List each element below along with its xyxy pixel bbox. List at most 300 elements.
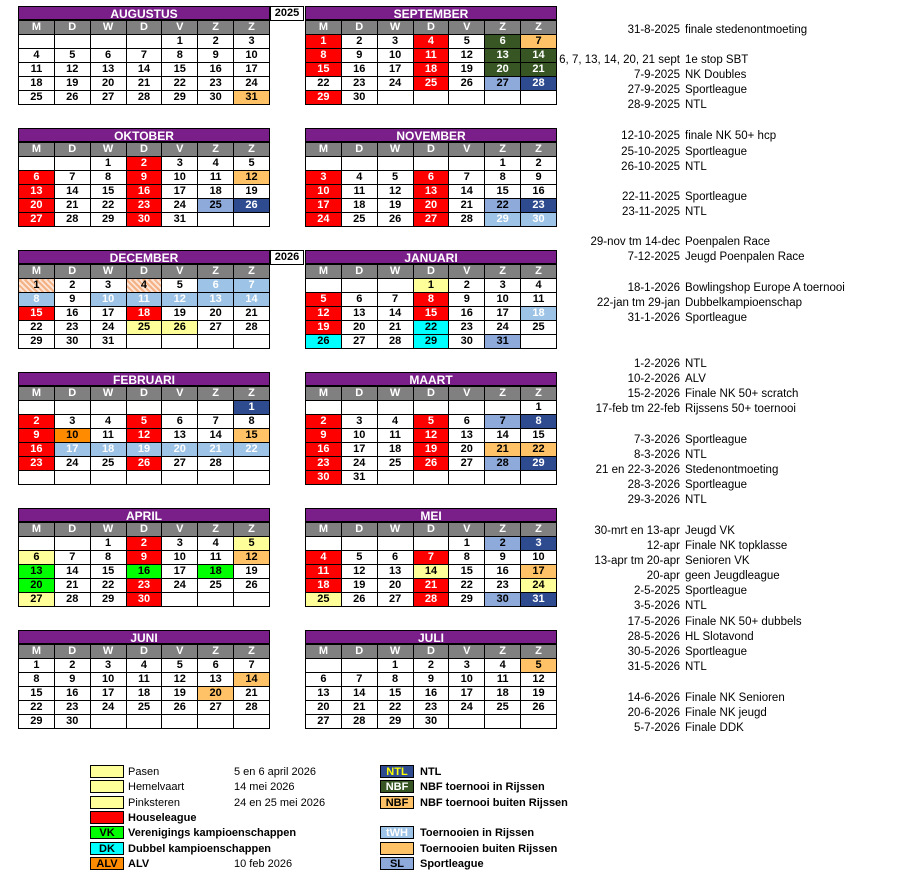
weekday-header: M	[19, 21, 55, 35]
day-cell: 26	[162, 701, 198, 715]
day-cell: 13	[19, 185, 55, 199]
event-date: 22-11-2025	[622, 191, 680, 203]
week-row	[19, 279, 270, 293]
weekday-header: D	[126, 523, 162, 537]
day-cell: 1	[485, 157, 521, 171]
weekday-header: V	[449, 645, 485, 659]
weekday-header: V	[449, 387, 485, 401]
day-cell: 2	[341, 35, 377, 49]
day-cell: 31	[90, 335, 126, 349]
day-cell: 6	[485, 35, 521, 49]
day-cell: 2	[449, 279, 485, 293]
weekday-header: M	[19, 523, 55, 537]
day-cell: 23	[54, 701, 90, 715]
event-title: Finale NK 50+ scratch	[685, 388, 799, 400]
day-cell: 15	[449, 565, 485, 579]
weekday-header: D	[54, 21, 90, 35]
empty-cell	[485, 401, 521, 415]
day-cell: 21	[377, 321, 413, 335]
empty-cell	[234, 213, 270, 227]
day-cell: 8	[485, 171, 521, 185]
empty-cell	[306, 279, 342, 293]
day-cell: 9	[198, 49, 234, 63]
week-row	[306, 551, 557, 565]
day-cell: 2	[521, 157, 557, 171]
week-row	[19, 63, 270, 77]
month-grid	[18, 644, 270, 729]
day-cell: 5	[54, 49, 90, 63]
day-cell: 18	[306, 579, 342, 593]
day-cell: 14	[126, 63, 162, 77]
day-cell: 19	[126, 443, 162, 457]
day-cell: 24	[234, 77, 270, 91]
legend-label: Houseleague	[128, 811, 197, 824]
day-cell: 25	[521, 321, 557, 335]
empty-cell	[377, 279, 413, 293]
day-cell: 14	[485, 429, 521, 443]
legend-label: Toernooien buiten Rijssen	[420, 842, 558, 855]
event-title: NK Doubles	[685, 69, 747, 81]
empty-cell	[162, 401, 198, 415]
day-cell: 3	[162, 157, 198, 171]
day-cell: 11	[126, 293, 162, 307]
day-cell: 13	[341, 307, 377, 321]
day-cell: 12	[54, 63, 90, 77]
weekday-header: Z	[234, 523, 270, 537]
day-cell: 22	[162, 77, 198, 91]
day-cell: 9	[521, 171, 557, 185]
day-cell: 6	[90, 49, 126, 63]
weekday-header: Z	[198, 523, 234, 537]
day-cell: 26	[377, 213, 413, 227]
day-cell: 17	[521, 565, 557, 579]
day-cell: 2	[198, 35, 234, 49]
weekday-header: Z	[521, 523, 557, 537]
empty-cell	[377, 537, 413, 551]
day-cell: 16	[485, 565, 521, 579]
day-cell: 29	[90, 593, 126, 607]
event-title: 1e stop SBT	[685, 54, 749, 66]
day-cell: 5	[306, 293, 342, 307]
day-cell: 22	[90, 199, 126, 213]
day-cell: 28	[449, 213, 485, 227]
weekday-header: Z	[485, 387, 521, 401]
day-cell: 18	[377, 443, 413, 457]
day-cell: 24	[521, 579, 557, 593]
empty-cell	[162, 715, 198, 729]
empty-cell	[306, 157, 342, 171]
day-cell: 19	[54, 77, 90, 91]
day-cell: 10	[90, 673, 126, 687]
day-cell: 4	[126, 279, 162, 293]
weekday-header: W	[90, 645, 126, 659]
event-date: 29-3-2026	[627, 494, 680, 506]
day-cell: 12	[306, 307, 342, 321]
day-cell: 1	[306, 35, 342, 49]
empty-cell	[306, 537, 342, 551]
day-cell: 23	[449, 321, 485, 335]
event-date: 30-5-2026	[627, 646, 680, 658]
month-title: SEPTEMBER	[305, 6, 557, 20]
empty-cell	[19, 157, 55, 171]
day-cell: 20	[306, 701, 342, 715]
month-grid	[305, 20, 557, 105]
empty-cell	[377, 471, 413, 485]
empty-cell	[126, 471, 162, 485]
empty-cell	[162, 593, 198, 607]
day-cell: 25	[126, 321, 162, 335]
weekday-header: W	[90, 523, 126, 537]
week-row	[306, 307, 557, 321]
day-cell: 29	[413, 335, 449, 349]
legend-label: Pinksteren	[128, 796, 180, 809]
week-row	[19, 579, 270, 593]
day-cell: 9	[341, 49, 377, 63]
day-cell: 14	[341, 687, 377, 701]
weekday-header: Z	[198, 21, 234, 35]
weekday-header: Z	[521, 387, 557, 401]
day-cell: 14	[54, 185, 90, 199]
day-cell: 31	[341, 471, 377, 485]
event-title: Finale DDK	[685, 722, 744, 734]
day-cell: 5	[377, 171, 413, 185]
day-cell: 9	[19, 429, 55, 443]
week-row	[19, 157, 270, 171]
day-cell: 6	[198, 659, 234, 673]
week-row	[19, 715, 270, 729]
day-cell: 7	[234, 279, 270, 293]
day-cell: 2	[54, 279, 90, 293]
day-cell: 27	[198, 701, 234, 715]
weekday-header: W	[377, 143, 413, 157]
day-cell: 2	[485, 537, 521, 551]
weekday-header: W	[377, 265, 413, 279]
day-cell: 17	[162, 565, 198, 579]
day-cell: 6	[19, 551, 55, 565]
week-row	[19, 199, 270, 213]
day-cell: 11	[306, 565, 342, 579]
day-cell: 19	[162, 687, 198, 701]
week-row	[306, 279, 557, 293]
day-cell: 25	[90, 457, 126, 471]
event-date: 3-5-2026	[633, 600, 680, 612]
day-cell: 26	[306, 335, 342, 349]
day-cell: 26	[54, 91, 90, 105]
weekday-header: M	[306, 387, 342, 401]
year-label-2025: 2025	[270, 6, 304, 21]
weekday-header: Z	[198, 265, 234, 279]
day-cell: 4	[413, 35, 449, 49]
day-cell: 15	[19, 687, 55, 701]
day-cell: 6	[449, 415, 485, 429]
day-cell: 24	[449, 701, 485, 715]
weekday-header: D	[341, 21, 377, 35]
weekday-header: M	[19, 387, 55, 401]
day-cell: 10	[54, 429, 90, 443]
event-title: finale stedenontmoeting	[685, 24, 808, 36]
day-cell: 2	[126, 537, 162, 551]
event-date: 8-3-2026	[633, 449, 680, 461]
day-cell: 6	[413, 171, 449, 185]
day-cell: 7	[413, 551, 449, 565]
day-cell: 30	[306, 471, 342, 485]
empty-cell	[126, 715, 162, 729]
day-cell: 2	[54, 659, 90, 673]
event-date: 13-apr tm 20-apr	[594, 555, 680, 567]
legend-swatch: NBF	[380, 796, 414, 809]
empty-cell	[19, 471, 55, 485]
day-cell: 16	[413, 687, 449, 701]
week-row	[306, 537, 557, 551]
week-row	[19, 307, 270, 321]
day-cell: 28	[234, 701, 270, 715]
week-row	[19, 443, 270, 457]
event-title: Sportleague	[685, 312, 748, 324]
day-cell: 10	[341, 429, 377, 443]
day-cell: 28	[341, 715, 377, 729]
day-cell: 29	[521, 457, 557, 471]
day-cell: 30	[341, 91, 377, 105]
day-cell: 31	[485, 335, 521, 349]
weekday-header: Z	[485, 143, 521, 157]
day-cell: 18	[485, 687, 521, 701]
week-row	[306, 321, 557, 335]
day-cell: 6	[19, 171, 55, 185]
weekday-header: Z	[521, 645, 557, 659]
day-cell: 29	[19, 715, 55, 729]
legend-swatch	[380, 842, 414, 855]
day-cell: 25	[198, 199, 234, 213]
event-title: Sportleague	[685, 84, 748, 96]
week-row	[306, 157, 557, 171]
week-row	[19, 673, 270, 687]
day-cell: 27	[162, 457, 198, 471]
day-cell: 5	[162, 279, 198, 293]
month-december	[18, 250, 270, 349]
day-cell: 1	[521, 401, 557, 415]
month-augustus	[18, 6, 270, 105]
week-row	[19, 471, 270, 485]
empty-cell	[198, 213, 234, 227]
day-cell: 28	[485, 457, 521, 471]
day-cell: 28	[377, 335, 413, 349]
event-date: 31-8-2025	[627, 24, 680, 36]
empty-cell	[449, 91, 485, 105]
legend-label: NTL	[420, 766, 442, 778]
empty-cell	[449, 401, 485, 415]
day-cell: 7	[449, 171, 485, 185]
day-cell: 2	[413, 659, 449, 673]
weekday-header: D	[413, 523, 449, 537]
day-cell: 17	[54, 443, 90, 457]
day-cell: 6	[198, 279, 234, 293]
legend-label: Dubbel kampioenschappen	[128, 842, 272, 855]
event-title: Jeugd Poenpalen Race	[685, 251, 805, 263]
event-date: 15-2-2026	[627, 388, 680, 400]
day-cell: 14	[521, 49, 557, 63]
day-cell: 16	[449, 307, 485, 321]
day-cell: 15	[90, 565, 126, 579]
day-cell: 3	[306, 171, 342, 185]
day-cell: 24	[485, 321, 521, 335]
month-februari	[18, 372, 270, 485]
event-date: 20-apr	[646, 570, 680, 582]
week-row	[306, 49, 557, 63]
weekday-header: V	[162, 143, 198, 157]
day-cell: 28	[521, 77, 557, 91]
month-grid	[305, 142, 557, 227]
day-cell: 13	[198, 293, 234, 307]
weekday-header: D	[126, 645, 162, 659]
day-cell: 16	[54, 307, 90, 321]
week-row	[306, 91, 557, 105]
weekday-header: Z	[485, 21, 521, 35]
event-date: 21 en 22-3-2026	[595, 464, 680, 476]
day-cell: 26	[234, 199, 270, 213]
month-grid	[305, 644, 557, 729]
day-cell: 4	[126, 659, 162, 673]
empty-cell	[413, 91, 449, 105]
weekday-header: D	[341, 387, 377, 401]
weekday-header: M	[306, 265, 342, 279]
event-date: 20-6-2026	[627, 707, 680, 719]
empty-cell	[234, 715, 270, 729]
day-cell: 22	[413, 321, 449, 335]
legend-label: Verenigings kampioenschappen	[128, 827, 297, 840]
month-juni	[18, 630, 270, 729]
day-cell: 30	[54, 715, 90, 729]
day-cell: 23	[485, 579, 521, 593]
day-cell: 25	[485, 701, 521, 715]
weekday-header: W	[90, 21, 126, 35]
weekday-header: M	[19, 645, 55, 659]
day-cell: 15	[485, 185, 521, 199]
week-row	[306, 701, 557, 715]
legend-swatch	[90, 811, 124, 824]
empty-cell	[198, 471, 234, 485]
event-title: NTL	[685, 661, 707, 673]
day-cell: 11	[90, 429, 126, 443]
day-cell: 29	[449, 593, 485, 607]
week-row	[19, 659, 270, 673]
event-date: 28-9-2025	[627, 99, 680, 111]
empty-cell	[19, 537, 55, 551]
week-row	[306, 335, 557, 349]
empty-cell	[449, 471, 485, 485]
week-row	[19, 701, 270, 715]
empty-cell	[377, 401, 413, 415]
day-cell: 20	[19, 199, 55, 213]
day-cell: 8	[90, 171, 126, 185]
week-row	[19, 457, 270, 471]
day-cell: 9	[485, 551, 521, 565]
day-cell: 9	[54, 673, 90, 687]
day-cell: 1	[377, 659, 413, 673]
day-cell: 9	[126, 171, 162, 185]
day-cell: 10	[485, 293, 521, 307]
day-cell: 5	[413, 415, 449, 429]
week-row	[306, 471, 557, 485]
week-row	[306, 565, 557, 579]
day-cell: 25	[19, 91, 55, 105]
day-cell: 10	[377, 49, 413, 63]
day-cell: 14	[54, 565, 90, 579]
day-cell: 3	[449, 659, 485, 673]
event-title: Stedenontmoeting	[685, 464, 779, 476]
empty-cell	[198, 335, 234, 349]
day-cell: 8	[413, 293, 449, 307]
week-row	[19, 537, 270, 551]
month-mei	[305, 508, 557, 607]
empty-cell	[341, 537, 377, 551]
day-cell: 5	[162, 659, 198, 673]
day-cell: 29	[306, 91, 342, 105]
day-cell: 21	[449, 199, 485, 213]
event-title: Finale NK Senioren	[685, 692, 785, 704]
day-cell: 29	[485, 213, 521, 227]
day-cell: 28	[234, 321, 270, 335]
month-title: JANUARI	[305, 250, 557, 264]
day-cell: 4	[306, 551, 342, 565]
day-cell: 10	[162, 551, 198, 565]
event-title: finale NK 50+ hcp	[685, 130, 777, 142]
day-cell: 24	[306, 213, 342, 227]
week-row	[19, 213, 270, 227]
week-row	[306, 673, 557, 687]
weekday-header: M	[306, 21, 342, 35]
month-grid	[18, 142, 270, 227]
day-cell: 7	[234, 659, 270, 673]
event-date: 27-9-2025	[627, 84, 680, 96]
day-cell: 25	[377, 457, 413, 471]
event-date: 17-5-2026	[627, 616, 680, 628]
day-cell: 28	[126, 91, 162, 105]
day-cell: 30	[449, 335, 485, 349]
day-cell: 10	[306, 185, 342, 199]
day-cell: 22	[234, 443, 270, 457]
day-cell: 26	[341, 593, 377, 607]
empty-cell	[19, 35, 55, 49]
weekday-header: V	[449, 143, 485, 157]
day-cell: 12	[162, 293, 198, 307]
day-cell: 27	[90, 91, 126, 105]
weekday-header: Z	[485, 645, 521, 659]
week-row	[19, 415, 270, 429]
day-cell: 13	[306, 687, 342, 701]
empty-cell	[126, 335, 162, 349]
day-cell: 29	[377, 715, 413, 729]
weekday-header: Z	[485, 523, 521, 537]
event-date: 30-mrt en 13-apr	[594, 525, 680, 537]
month-title: JULI	[305, 630, 557, 644]
month-grid	[18, 20, 270, 105]
week-row	[19, 35, 270, 49]
event-date: 5-7-2026	[633, 722, 680, 734]
day-cell: 12	[126, 429, 162, 443]
day-cell: 28	[54, 593, 90, 607]
empty-cell	[413, 537, 449, 551]
day-cell: 31	[234, 91, 270, 105]
weekday-header: D	[54, 387, 90, 401]
event-date: 25-10-2025	[621, 146, 680, 158]
weekday-header: M	[306, 645, 342, 659]
legend-swatch	[90, 765, 124, 778]
empty-cell	[449, 157, 485, 171]
month-title: DECEMBER	[18, 250, 270, 264]
week-row	[306, 415, 557, 429]
weekday-header: M	[19, 265, 55, 279]
day-cell: 23	[198, 77, 234, 91]
